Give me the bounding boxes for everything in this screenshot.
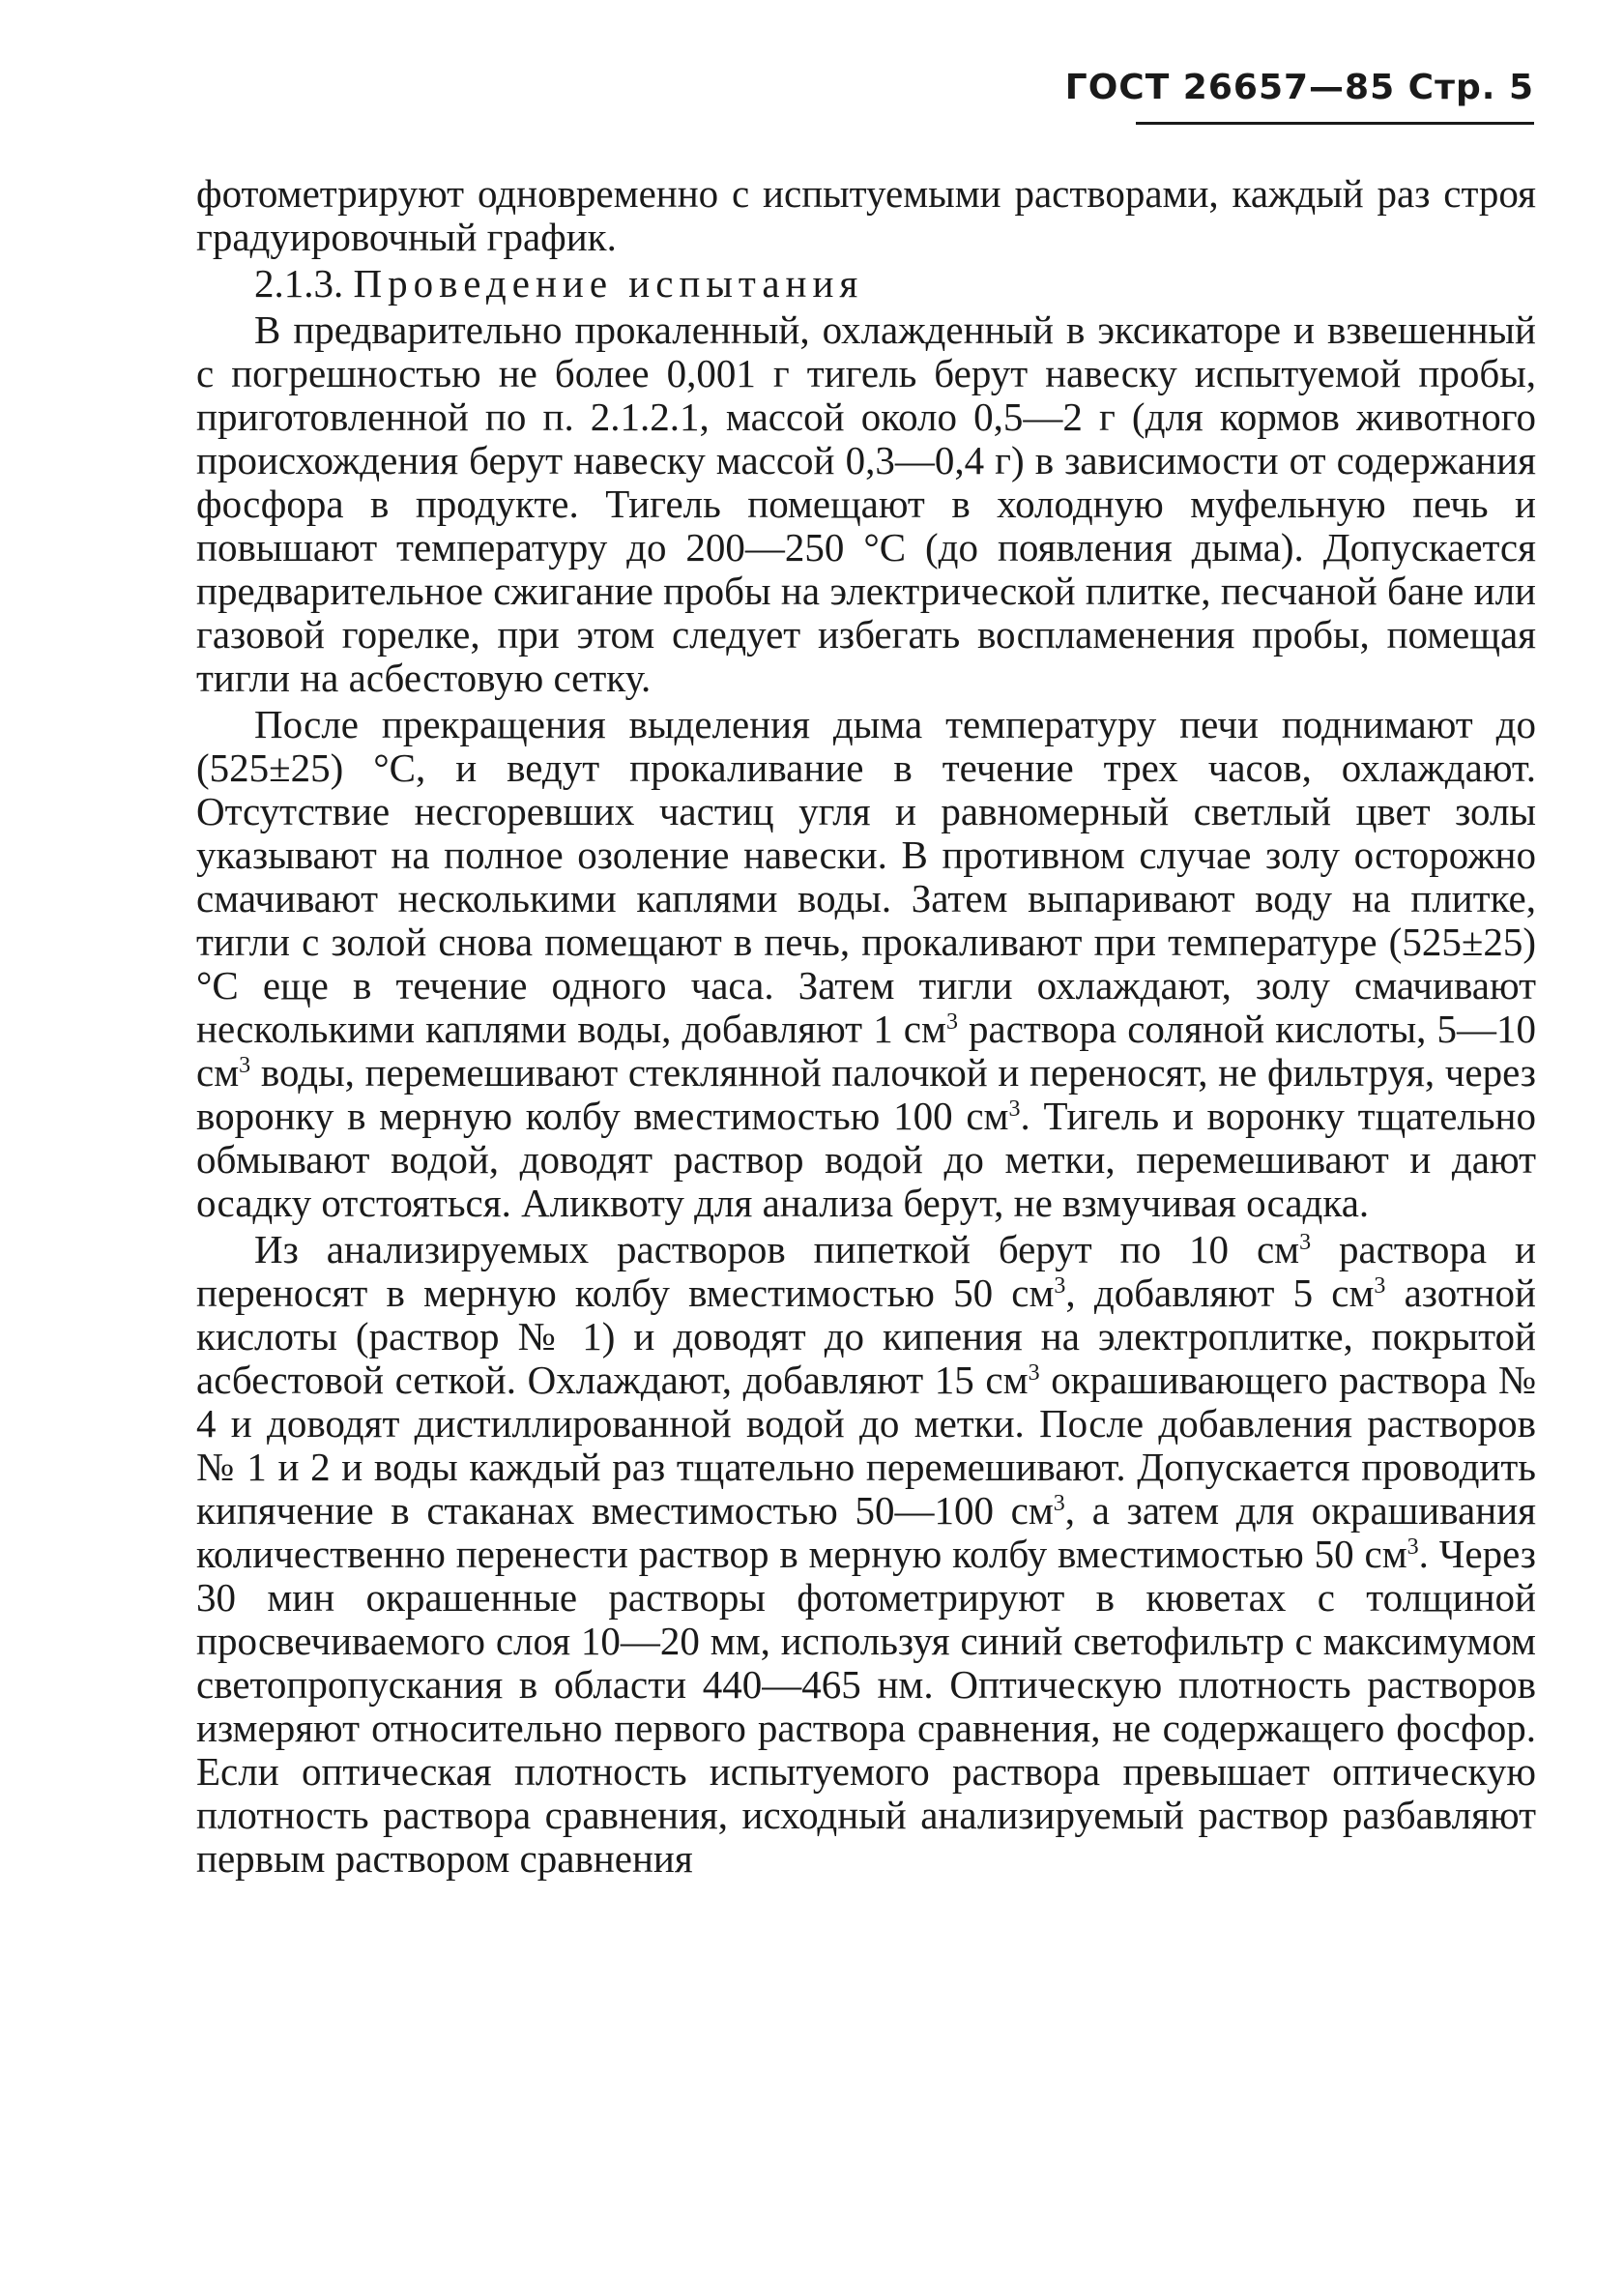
superscript-3: 3 bbox=[1053, 1491, 1065, 1516]
superscript-3: 3 bbox=[239, 1053, 251, 1078]
superscript-3: 3 bbox=[1008, 1096, 1021, 1122]
superscript-3: 3 bbox=[1406, 1534, 1419, 1560]
superscript-3: 3 bbox=[1299, 1230, 1312, 1255]
document-body bbox=[196, 172, 1536, 1881]
superscript-3: 3 bbox=[1374, 1273, 1386, 1299]
section-number: 2.1.3. bbox=[254, 261, 344, 306]
section-heading bbox=[196, 262, 1536, 306]
paragraph-ashing: После прекращения выделения дыма температуру печи поднимают до (525±25) °С, и ведут прокаливание в течение трех часов, охлаждают. Отсутствие несгоревших частиц угля и равномерный светлый цвет золы указывают на полное озоление навески. В противном случае золу осторожно смачивают несколькими каплями воды. Затем выпаривают воду на плитке, тигли с золой снова помещают в печь, прокаливают при температуре (525±25) °С еще в течение одного часа. Затем тигли охлаждают, золу смачивают несколькими каплями воды, добавляют 1 $см^3$ раствора соляной кислоты, 5—10 $см^3$ воды, перемешивают стеклянной палочкой и переносят, не фильтруя, через воронку в мерную колбу вместимостью 100 $см^3$. Тигель и воронку тщательно обмывают водой, доводят раствор водой до метки, перемешивают и дают осадку отстояться. Аликвоту для анализа берут, не взмучивая осадка. bbox=[196, 702, 1536, 1225]
paragraph-photometry: Из анализируемых растворов пипеткой берут по 10 $см^3$ раствора и переносят в мерную колбу вместимостью 50 $см^3$, добавляют 5 $см^3$ азотной кислоты (раствор № 1) и доводят до кипения на электроплитке, покрытой асбестовой сеткой. Охлаждают, добавляют 15 $см^3$ окрашивающего раствора № 4 и доводят дистиллированной водой до метки. После добавления растворов № 1 и 2 и воды каждый раз тщательно перемешивают. Допускается проводить кипячение в стаканах вместимостью 50—100 $см^3$, а затем для окрашивания количественно перенести раствор в мерную колбу вместимостью 50 $см^3$. Через 30 мин окрашенные растворы фотометрируют в кюветах с толщиной просвечиваемого слоя 10—20 мм, используя синий светофильтр с максимумом светопропускания в области 440—465 нм. Оптическую плотность растворов измеряют относительно первого раствора сравнения, не содержащего фосфор. Если оптическая плотность испытуемого раствора превышает оптическую плотность раствора сравнения, исходный анализируемый раствор разбавляют первым раствором сравнения bbox=[196, 1227, 1537, 1881]
section-title: Проведение испытания bbox=[353, 261, 864, 306]
superscript-3: 3 bbox=[1028, 1360, 1040, 1386]
paragraph-sample-weighing: В предварительно прокаленный, охлажденный в эксикаторе и взвешенный с погрешностью не более 0,001 г тигель берут навеску испытуемой пробы, приготовленной по п. 2.1.2.1, массой около 0,5—2 г (для кормов животного происхождения берут навеску массой 0,3—0,4 г) в зависимости от содержания фосфора в продукте. Тигель помещают в холодную муфельную печь и повышают температуру до 200—250 °С (до появления дыма). Допускается предварительное сжигание пробы на электрической плитке, песчаной бане или газовой горелке, при этом следует избегать воспламенения пробы, помещая тигли на асбестовую сетку. bbox=[196, 307, 1536, 700]
superscript-3: 3 bbox=[1054, 1273, 1066, 1299]
superscript-3: 3 bbox=[945, 1009, 958, 1035]
paragraph-continuation: фотометрируют одновременно с испытуемыми растворами, каждый раз строя градуировочный график. bbox=[196, 171, 1536, 259]
page-header: ГОСТ 26657—85 Стр. 5 bbox=[1064, 68, 1534, 107]
header-rule bbox=[1136, 122, 1534, 125]
